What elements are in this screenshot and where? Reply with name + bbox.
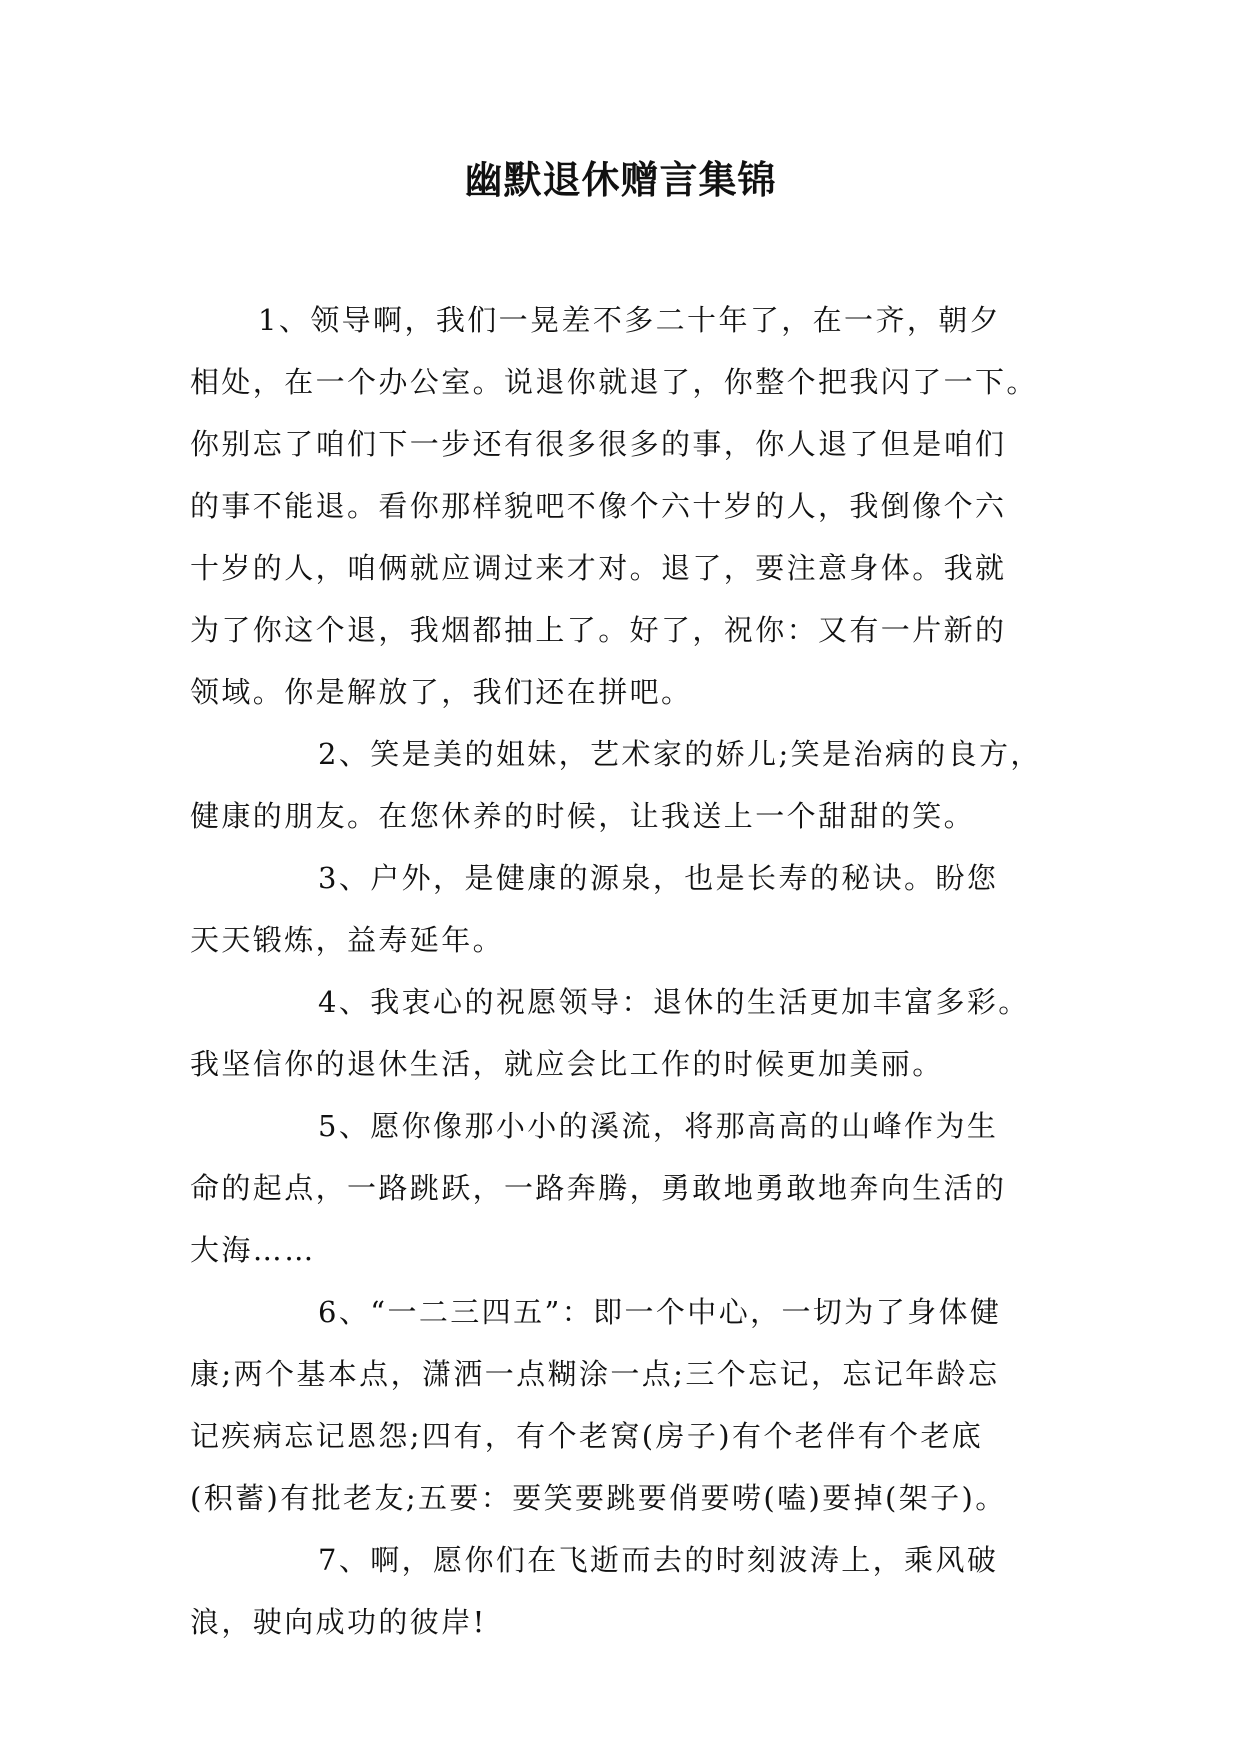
paragraph-line: 相处，在一个办公室。说退你就退了，你整个把我闪了一下。: [190, 365, 1038, 399]
paragraph-6: [190, 1281, 1058, 1529]
paragraph-line: 你别忘了咱们下一步还有很多很多的事，你人退了但是咱们: [190, 427, 1007, 461]
paragraph-line: 6、“一二三四五”：即一个中心，一切为了身体健: [318, 1295, 1002, 1329]
paragraph-line: 健康的朋友。在您休养的时候，让我送上一个甜甜的笑。: [190, 799, 976, 833]
paragraph-line: 5、愿你像那小小的溪流，将那高高的山峰作为生: [318, 1109, 999, 1143]
paragraph-line: 命的起点，一路跳跃，一路奔腾，勇敢地勇敢地奔向生活的: [190, 1171, 1007, 1205]
document-body: [190, 289, 1058, 1653]
paragraph-line: 记疾病忘记恩怨;四有，有个老窝(房子)有个老伴有个老底: [190, 1419, 984, 1453]
paragraph-line: 4、我衷心的祝愿领导：退休的生活更加丰富多彩。: [318, 985, 1030, 1019]
paragraph-line: 7、啊，愿你们在飞逝而去的时刻波涛上，乘风破: [318, 1543, 999, 1577]
paragraph-line: (积蓄)有批老友;五要：要笑要跳要俏要唠(嗑)要掉(架子)。: [190, 1481, 1007, 1515]
paragraph-1: [190, 289, 1058, 723]
paragraph-2: [190, 723, 1058, 847]
paragraph-line: 领域。你是解放了，我们还在拼吧。: [190, 675, 693, 709]
paragraph-line: 浪，驶向成功的彼岸!: [190, 1605, 487, 1639]
paragraph-4: [190, 971, 1058, 1095]
paragraph-3: [190, 847, 1058, 971]
paragraph-line: 我坚信你的退休生活，就应会比工作的时候更加美丽。: [190, 1047, 944, 1081]
paragraph-line: 3、户外，是健康的源泉，也是长寿的秘诀。盼您: [318, 861, 999, 895]
paragraph-line: 天天锻炼，益寿延年。: [190, 923, 505, 957]
document-title: 幽默退休赠言集锦: [464, 158, 777, 202]
paragraph-line: 大海……: [190, 1233, 316, 1267]
paragraph-7: [190, 1529, 1058, 1653]
paragraph-line: 1、领导啊，我们一晃差不多二十年了，在一齐，朝夕: [258, 303, 1002, 337]
paragraph-5: [190, 1095, 1058, 1281]
paragraph-line: 为了你这个退，我烟都抽上了。好了，祝你：又有一片新的: [190, 613, 1007, 647]
paragraph-line: 2、笑是美的姐妹，艺术家的娇儿;笑是治病的良方，: [318, 737, 1042, 771]
paragraph-line: 康;两个基本点，潇洒一点糊涂一点;三个忘记，忘记年龄忘: [190, 1357, 1000, 1391]
paragraph-line: 的事不能退。看你那样貌吧不像个六十岁的人，我倒像个六: [190, 489, 1007, 523]
paragraph-line: 十岁的人，咱俩就应调过来才对。退了，要注意身体。我就: [190, 551, 1007, 585]
